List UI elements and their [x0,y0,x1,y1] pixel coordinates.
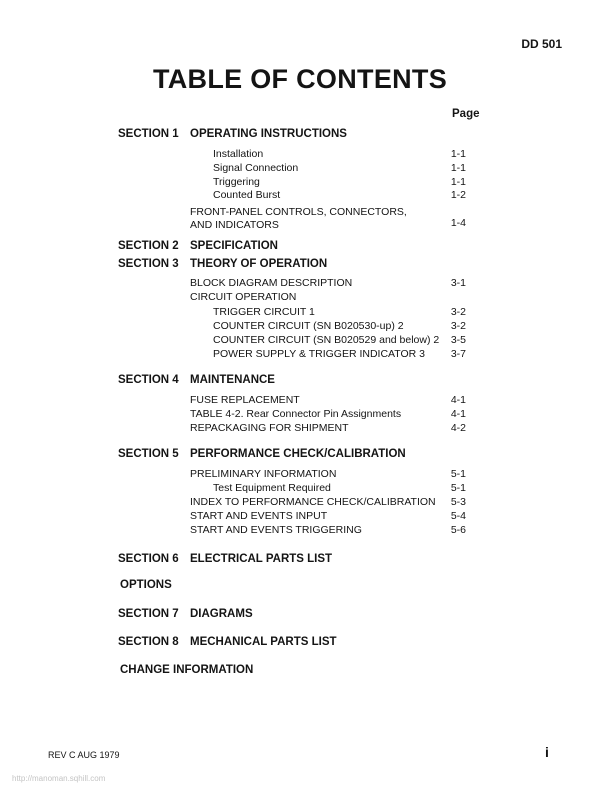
toc-page: 1-2 [450,189,466,201]
section-4-title: MAINTENANCE [190,374,275,386]
section-2-number: SECTION 2 [118,240,179,252]
section-5-title: PERFORMANCE CHECK/CALIBRATION [190,448,406,460]
section-8-number: SECTION 8 [118,636,179,648]
toc-entry-counter-circuit-below: COUNTER CIRCUIT (SN B020529 and below) 2 [213,334,440,346]
toc-entry-trigger-circuit: TRIGGER CIRCUIT 1 [213,306,315,318]
section-7-number: SECTION 7 [118,608,179,620]
toc-page: 5-1 [450,468,466,480]
section-2-title: SPECIFICATION [190,240,278,252]
section-6-number: SECTION 6 [118,553,179,565]
toc-page: 4-1 [450,408,466,420]
toc-entry-indicators: AND INDICATORS [190,219,279,231]
toc-entry-start-events-triggering: START AND EVENTS TRIGGERING [190,524,362,536]
toc-entry-preliminary-information: PRELIMINARY INFORMATION [190,468,337,480]
document-id: DD 501 [521,37,562,51]
toc-page: 4-1 [450,394,466,406]
page-number: i [545,744,549,760]
options-heading: OPTIONS [120,579,172,591]
section-3-number: SECTION 3 [118,258,179,270]
toc-page: 3-7 [450,348,466,360]
toc-page: 5-3 [450,496,466,508]
toc-page: 5-6 [450,524,466,536]
toc-entry-repackaging: REPACKAGING FOR SHIPMENT [190,422,349,434]
section-8-title: MECHANICAL PARTS LIST [190,636,337,648]
toc-entry-start-events-input: START AND EVENTS INPUT [190,510,328,522]
toc-page: 5-1 [450,482,466,494]
toc-entry-block-diagram: BLOCK DIAGRAM DESCRIPTION [190,277,353,289]
section-5-number: SECTION 5 [118,448,179,460]
section-6-title: ELECTRICAL PARTS LIST [190,553,333,565]
toc-page: 3-5 [450,334,466,346]
toc-entry-circuit-operation: CIRCUIT OPERATION [190,291,297,303]
toc-page: 5-4 [450,510,466,522]
page-column-header: Page [452,108,480,120]
toc-page: 1-1 [450,162,466,174]
toc-page: 3-2 [450,320,466,332]
toc-page: 4-2 [450,422,466,434]
section-1-number: SECTION 1 [118,128,179,140]
toc-entry-index-performance: INDEX TO PERFORMANCE CHECK/CALIBRATION [190,496,436,508]
toc-page: 3-1 [450,277,466,289]
toc-entry-installation: Installation [213,148,264,160]
toc-entry-power-supply: POWER SUPPLY & TRIGGER INDICATOR 3 [213,348,425,360]
section-7-title: DIAGRAMS [190,608,253,620]
toc-page: 3-2 [450,306,466,318]
toc-entry-counted-burst: Counted Burst [213,189,281,201]
toc-entry-table-4-2: TABLE 4-2. Rear Connector Pin Assignments [190,408,402,420]
toc-page: 1-1 [450,176,466,188]
toc-entry-test-equipment: Test Equipment Required [213,482,331,494]
watermark: http://manoman.sqhill.com [12,774,106,783]
section-4-number: SECTION 4 [118,374,179,386]
change-information-heading: CHANGE INFORMATION [120,664,254,676]
section-3-title: THEORY OF OPERATION [190,258,328,270]
section-1-title: OPERATING INSTRUCTIONS [190,128,347,140]
revision-date: REV C AUG 1979 [48,750,120,760]
toc-entry-signal-connection: Signal Connection [213,162,299,174]
toc-entry-triggering: Triggering [213,176,260,188]
toc-page: 1-4 [450,217,466,229]
toc-entry-front-panel: FRONT-PANEL CONTROLS, CONNECTORS, [190,206,407,218]
page-title: TABLE OF CONTENTS [152,64,448,94]
toc-page: 1-1 [450,148,466,160]
toc-entry-fuse-replacement: FUSE REPLACEMENT [190,394,300,406]
toc-entry-counter-circuit-up: COUNTER CIRCUIT (SN B020530-up) 2 [213,320,404,332]
